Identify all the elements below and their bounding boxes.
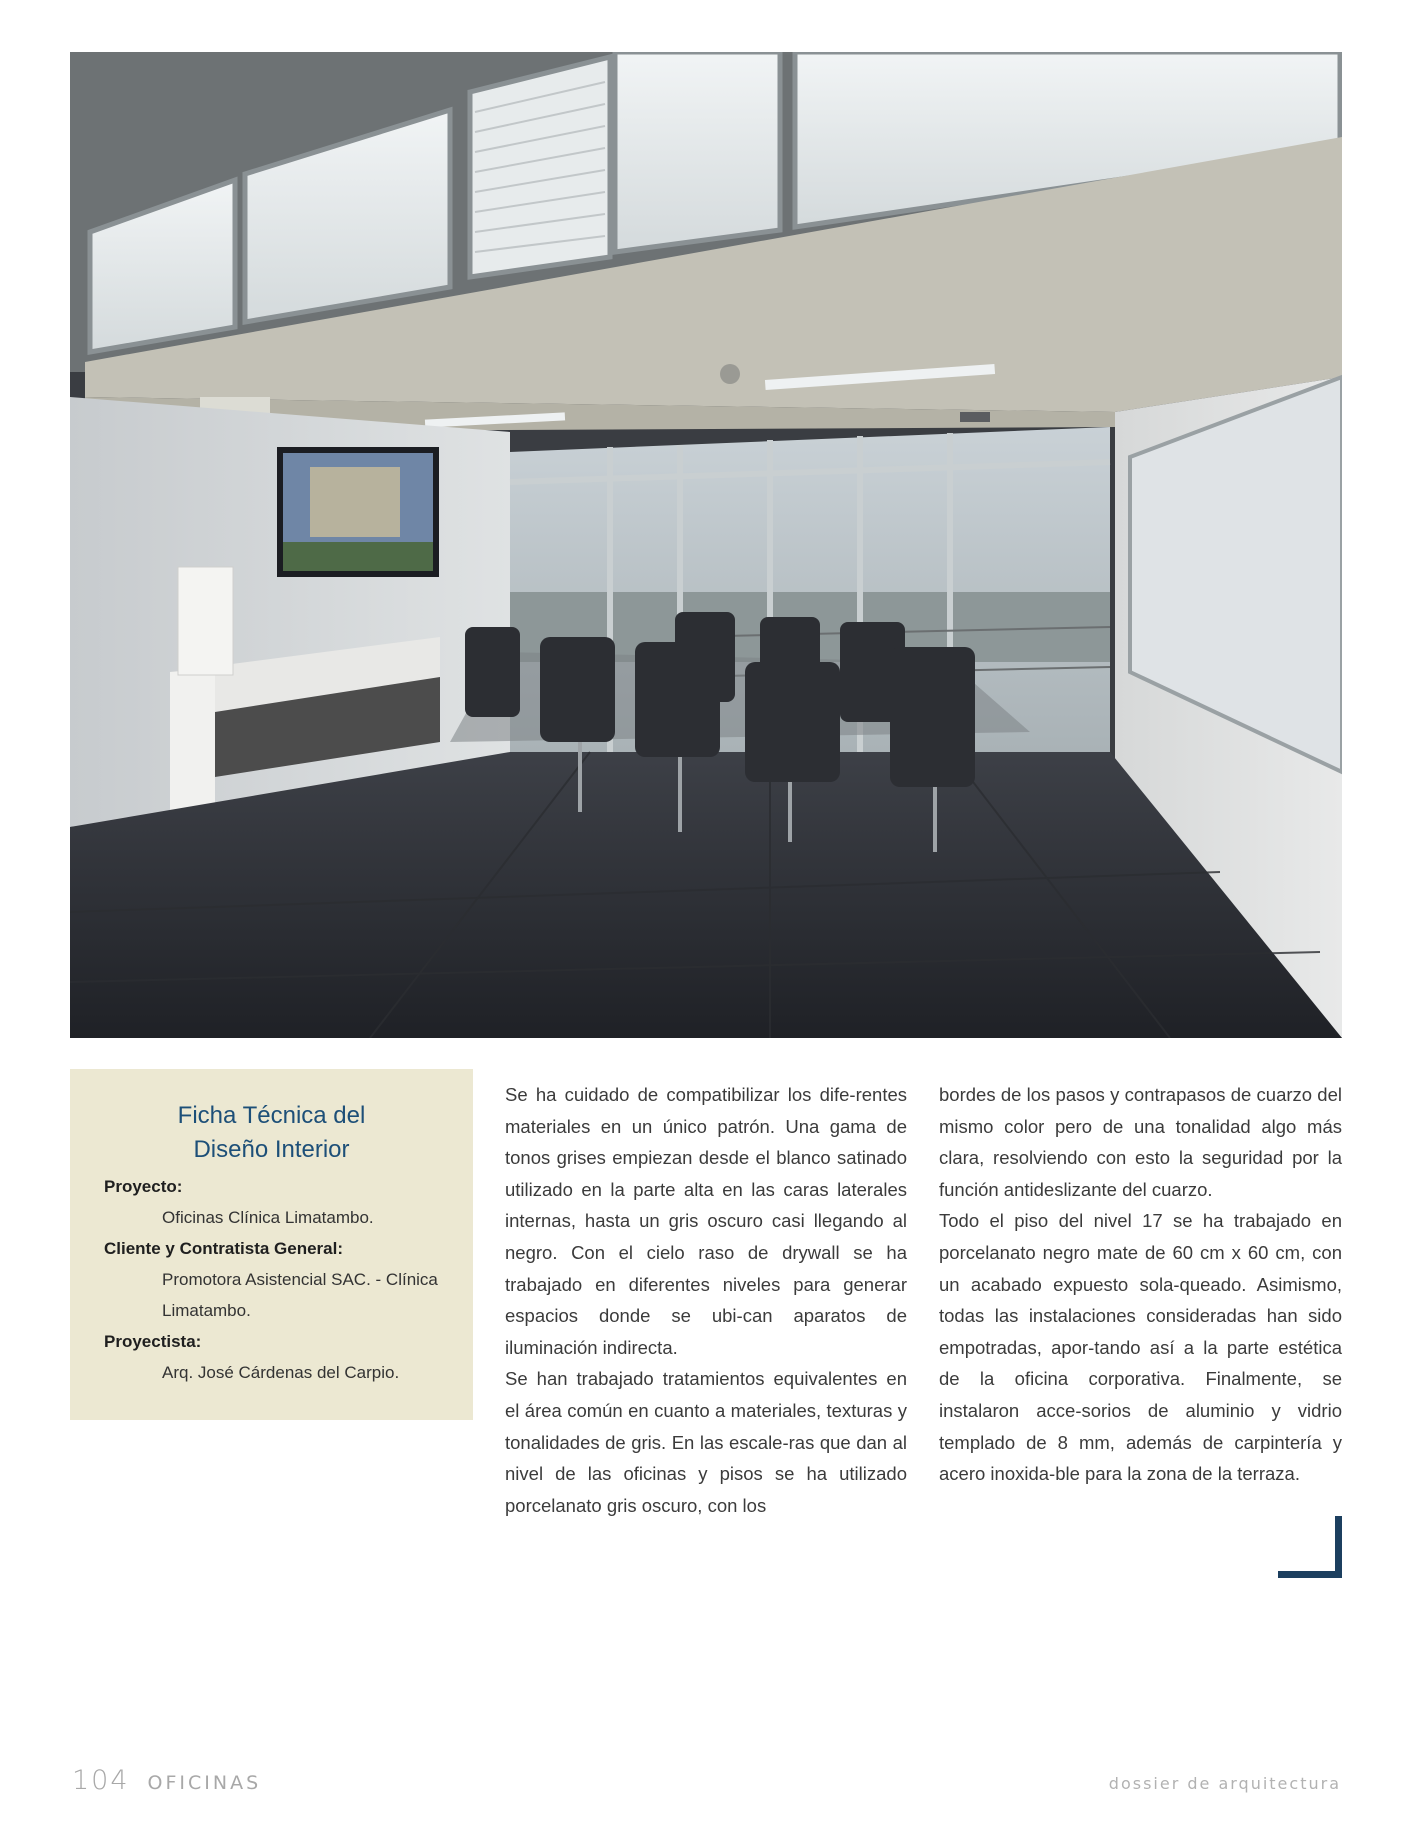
ficha-label-proyecto: Proyecto:	[104, 1177, 183, 1196]
ficha-value-proyecto: Oficinas Clínica Limatambo.	[162, 1208, 374, 1227]
ficha-tecnica-box	[70, 1069, 473, 1420]
ficha-value-proyectista: Arq. José Cárdenas del Carpio.	[162, 1363, 400, 1382]
ficha-title-line1: Ficha Técnica del	[177, 1102, 366, 1129]
body-column-1	[505, 1079, 907, 1521]
ficha-title-line2: Diseño Interior	[193, 1136, 350, 1163]
body-paragraph: bordes de los pasos y contrapasos de cuarzo del mismo color pero de una tonalidad algo más clara, resolviendo con esto la seguridad por la función antideslizante del cuarzo.	[939, 1084, 1342, 1200]
magazine-name: dossier de arquitectura	[1108, 1774, 1341, 1793]
ficha-title	[70, 1099, 473, 1167]
section-name: OFICINAS	[147, 1772, 262, 1794]
body-paragraph: Se ha cuidado de compatibilizar los dife-rentes materiales en un único patrón. Una gama de tonos grises empiezan desde el blanco satinado utilizado en la parte alta en las caras laterales internas, hasta un gris oscuro casi llegando al negro. Con el cielo raso de drywall se ha trabajado en diferentes niveles para generar espacios donde se ubi-can aparatos de iluminación indirecta.	[505, 1084, 907, 1358]
ficha-label-cliente: Cliente y Contratista General:	[104, 1239, 344, 1258]
body-column-2	[939, 1079, 1342, 1490]
article-end-mark-icon	[1278, 1516, 1342, 1578]
footer-left	[72, 1765, 261, 1795]
ficha-list	[70, 1171, 473, 1388]
ficha-value-cliente: Promotora Asistencial SAC. - Clínica Limatambo.	[162, 1270, 438, 1320]
body-paragraph: Se han trabajado tratamientos equivalentes en el área común en cuanto a materiales, texturas y tonalidades de gris. En las escale-ras que dan al nivel de las oficinas y pisos se ha utilizado porcelanato gris oscuro, con los	[505, 1368, 907, 1516]
page-number: 104	[72, 1765, 130, 1796]
conference-room-photo	[70, 52, 1342, 1038]
body-paragraph: Todo el piso del nivel 17 se ha trabajado en porcelanato negro mate de 60 cm x 60 cm, con un acabado expuesto sola-queado. Asimismo, todas las instalaciones consideradas han sido empotradas, apor-tando así a la parte estética de la oficina corporativa. Finalmente, se instalaron acce-sorios de aluminio y vidrio templado de 8 mm, además de carpintería y acero inoxida-ble para la zona de la terraza.	[939, 1210, 1342, 1485]
ficha-label-proyectista: Proyectista:	[104, 1332, 202, 1351]
photo-illustration	[70, 52, 1342, 1038]
